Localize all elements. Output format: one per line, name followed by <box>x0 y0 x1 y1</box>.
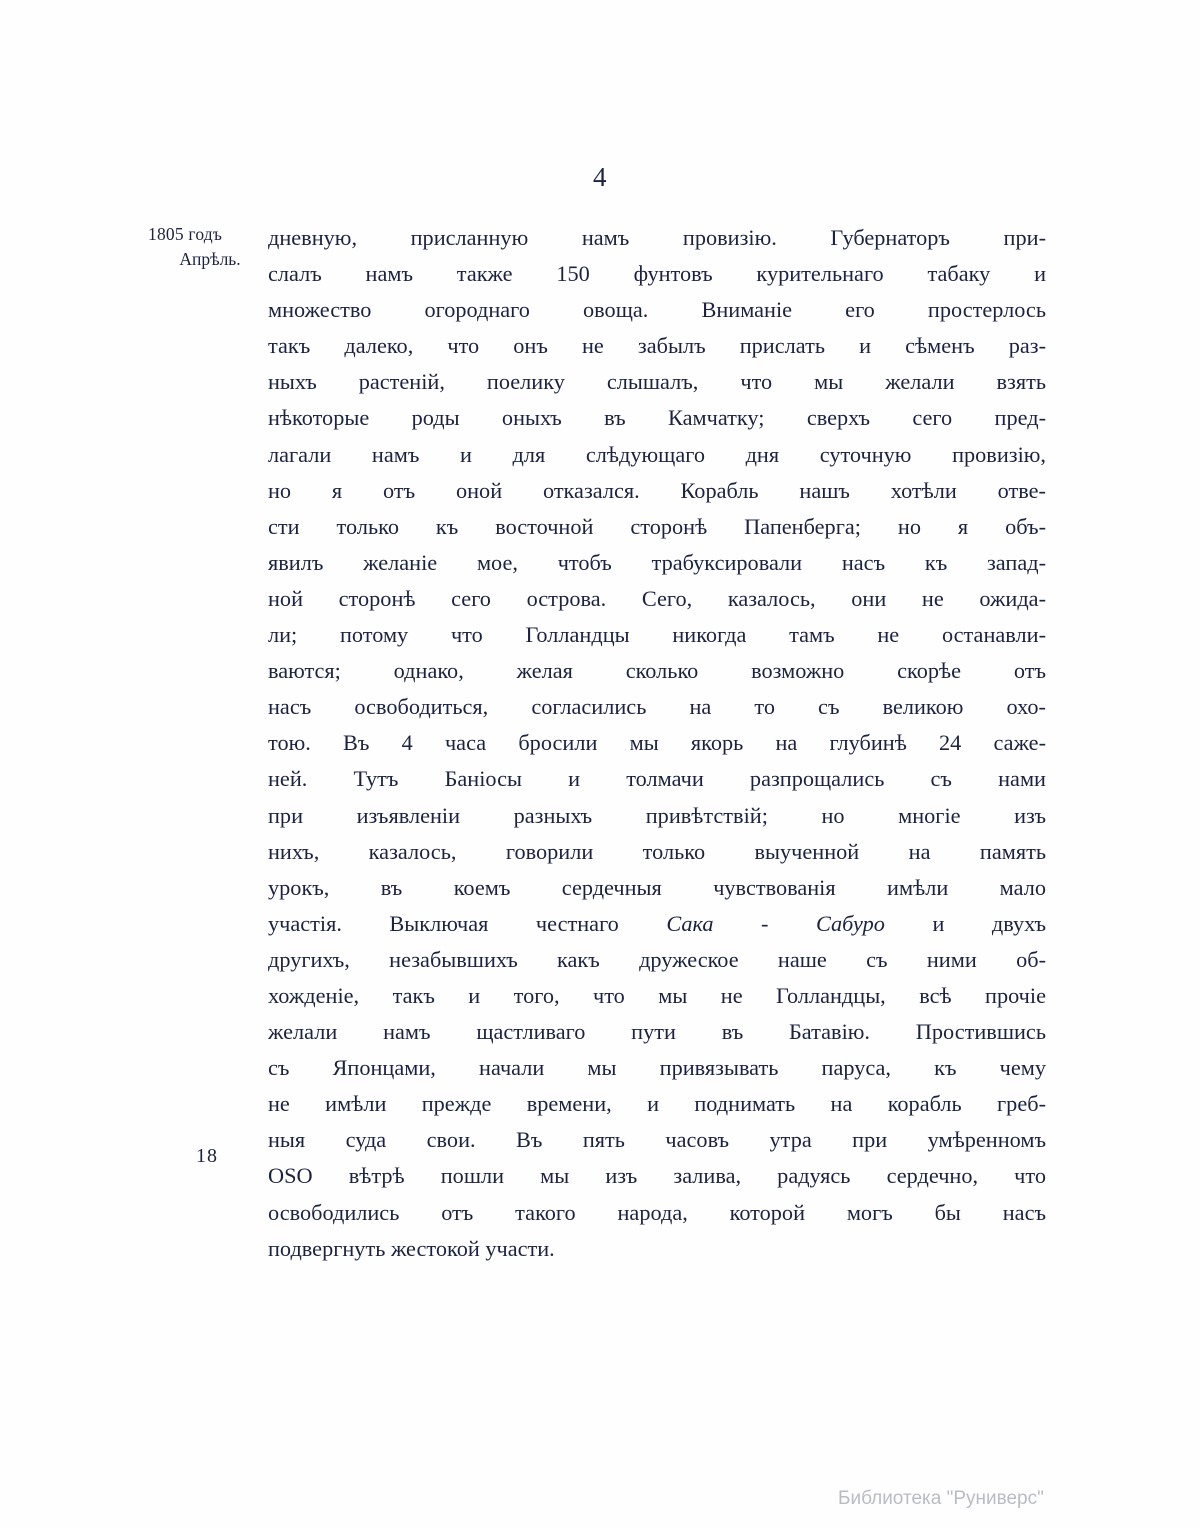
text-line: дневную, присланную намъ провизію. Губернаторъ при- <box>268 225 1046 250</box>
text-line: но я отъ оной отказался. Корабль нашъ хотѣли отве- <box>268 477 1046 503</box>
text-line: при изъявленіи разныхъ привѣтствій; но многіе изъ <box>268 802 1046 828</box>
text-line: освободились отъ такого народа, которой могъ бы насъ <box>268 1199 1046 1225</box>
text-line: OSO вѣтрѣ пошли мы изъ залива, радуясь сердечно, что <box>268 1163 1046 1189</box>
text-line: ной сторонѣ сего острова. Сего, казалось, они не ожида- <box>268 585 1046 611</box>
text-line: ли; потому что Голландцы никогда тамъ не останавли- <box>268 622 1046 648</box>
text-line: тою. Въ 4 часа бросили мы якорь на глубинѣ 24 саже- <box>268 730 1046 756</box>
text-line: такъ далеко, что онъ не забылъ прислать и сѣменъ раз- <box>268 333 1046 359</box>
text-line: явилъ желаніе мое, чтобъ трабуксировали насъ къ запад- <box>268 549 1046 575</box>
text-line: ныя суда свои. Въ пять часовъ утра при умѣренномъ <box>268 1127 1046 1153</box>
text-line-prefix: участія. Выключая честнаго <box>268 910 667 936</box>
margin-note-date <box>148 222 278 273</box>
margin-note-year: 1805 годъ <box>148 224 223 244</box>
text-line: съ Японцами, начали мы привязывать паруса, къ чему <box>268 1055 1046 1081</box>
text-line: ваются; однако, желая сколько возможно скорѣе отъ <box>268 658 1046 684</box>
text-line: нѣкоторые роды оныхъ въ Камчатку; сверхъ сего пред- <box>268 405 1046 431</box>
text-line: желали намъ щастливаго пути въ Батавію. Простившись <box>268 1019 1046 1045</box>
text-line-suffix: и двухъ <box>884 910 1046 936</box>
text-line-with-italic <box>268 906 1046 942</box>
library-watermark: Библиотека "Руниверс" <box>838 1488 1044 1509</box>
signature-mark: 18 <box>196 1145 218 1167</box>
text-line: подвергнуть жестокой участи. <box>268 1235 555 1261</box>
margin-note-month: Апрѣль. <box>179 249 241 270</box>
text-line: множество огороднаго овоща. Вниманіе его простерлось <box>268 297 1046 323</box>
text-line: слалъ намъ также 150 фунтовъ курительнаго табаку и <box>268 261 1046 287</box>
text-line: сти только къ восточной сторонѣ Папенберга; но я объ- <box>268 513 1046 539</box>
text-line: нихъ, казалось, говорили только выученной на память <box>268 838 1046 864</box>
text-line: насъ освободиться, согласились на то съ великою охо- <box>268 694 1046 720</box>
text-line: лагали намъ и для слѣдующаго дня суточную провизію, <box>268 441 1046 467</box>
italic-name: Сака - Сабуро <box>666 910 885 936</box>
text-line: ныхъ растеній, поелику слышалъ, что мы желали взять <box>268 369 1046 395</box>
page-number: 4 <box>593 162 607 192</box>
text-line: другихъ, незабывшихъ какъ дружеское наше съ ними об- <box>268 946 1046 972</box>
text-line: урокъ, въ коемъ сердечныя чувствованія имѣли мало <box>268 874 1046 900</box>
body-text <box>268 220 1046 1267</box>
text-line: хожденіе, такъ и того, что мы не Голландцы, всѣ прочіе <box>268 982 1046 1008</box>
text-line: не имѣли прежде времени, и поднимать на корабль греб- <box>268 1091 1046 1117</box>
text-line: ней. Тутъ Баніосы и толмачи разпрощались съ нами <box>268 766 1046 792</box>
